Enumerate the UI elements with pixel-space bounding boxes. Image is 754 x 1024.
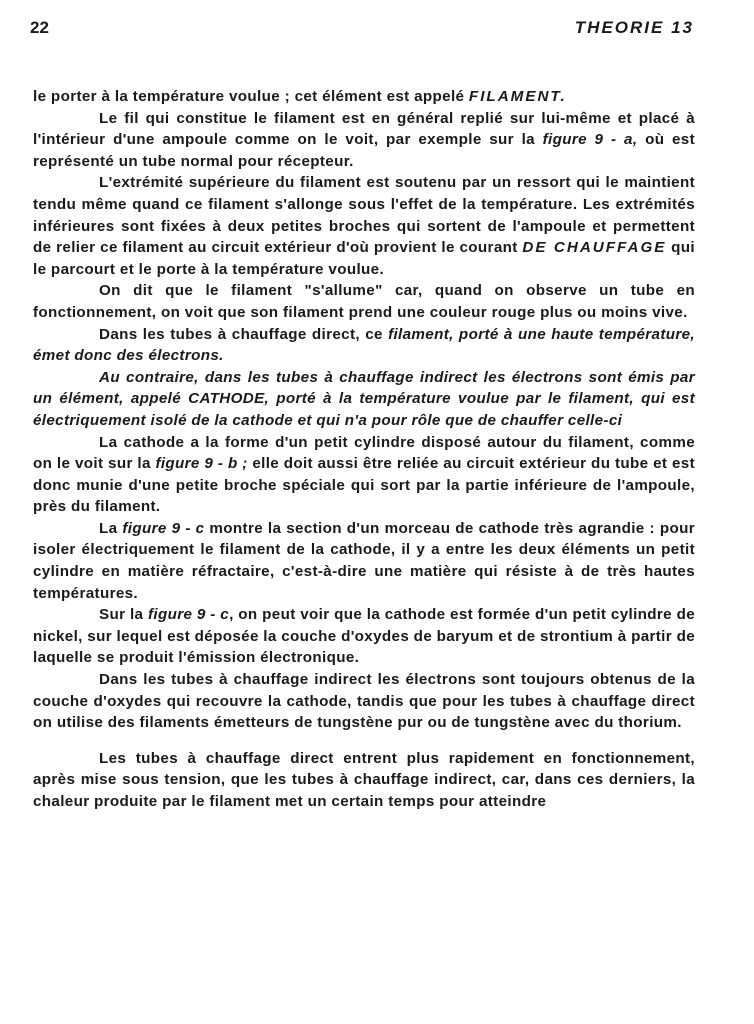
term-de-chauffage: DE CHAUFFAGE [522, 239, 667, 257]
paragraph-filament-spring: L'extrémité supérieure du filament est soutenu par un ressort qui le maintient tendu même quand ce filament s'allonge sous l'effet de la température. Les extrémités inférieures sont fixées à deux petites broches qui sortent de l'ampoule et permettent de relier ce filament au circuit extérieur d'où provient le courant DE CHAUFFAGE qui le parcourt et le porte à la température voulue. [33, 174, 695, 278]
page-number: 22 [30, 18, 49, 37]
term-filament: FILAMENT. [468, 88, 567, 105]
direct-heating-emphasis: filament, porté à une haute température, émet donc des électrons. [33, 325, 695, 365]
paragraph-cathode-shape: La cathode a la forme d'un petit cylindre disposé autour du filament, comme on le voit sur la figure 9 - b ; elle doit aussi être reliée au circuit extérieur du tube et est donc munie d'une petite broche spéciale qui sort par la partie inférieure de l'ampoule, près du filament. [33, 433, 695, 516]
figure-ref-9b: figure 9 - b ; [155, 455, 248, 473]
paragraph-direct-heating: Dans les tubes à chauffage direct, ce filament, porté à une haute température, émet donc des électrons. [33, 325, 695, 365]
paragraph-filament-intro: le porter à la température voulue ; cet élément est appelé FILAMENT. [33, 88, 567, 105]
paragraph-indirect-heating: Au contraire, dans les tubes à chauffage indirect les électrons sont émis par un élément, appelé CATHODE, porté à la température voulue par le filament, qui est électriquement isolé de la cathode et qui n'a pour rôle que de chauffer celle-ci [33, 368, 695, 429]
body-text [33, 86, 695, 813]
paragraph-filament-shape: Le fil qui constitue le filament est en général replié sur lui-même et placé à l'intérieur d'une ampoule comme on le voit, par exemple sur la figure 9 - a, où est représenté un tube normal pour récepteur. [33, 109, 695, 170]
section-title: THEORIE 13 [574, 18, 694, 37]
figure-ref-9a: figure 9 - a, [542, 131, 638, 149]
page-header [30, 18, 694, 42]
paragraph-cathode-section: La figure 9 - c montre la section d'un morceau de cathode très agrandie : pour isoler électriquement le filament de la cathode, il y a entre les deux éléments un petit cylindre en matière réfractaire, c'est-à-dire une matière qui résiste à de très hautes températures. [33, 519, 695, 602]
figure-ref-9c-second: figure 9 - c [147, 606, 230, 624]
paragraph-warmup-time: Les tubes à chauffage direct entrent plus rapidement en fonctionnement, après mise sous tension, que les tubes à chauffage indirect, car, dans ces derniers, la chaleur produite par le filament met un certain temps pour atteindre [33, 749, 695, 810]
figure-ref-9c: figure 9 - c [122, 519, 205, 537]
paragraph-cathode-nickel: Sur la figure 9 - c, on peut voir que la cathode est formée d'un petit cylindre de nickel, sur lequel est déposée la couche d'oxydes de baryum et de strontium à partir de laquelle se produit l'émission électronique. [33, 606, 696, 667]
paragraph-filament-glow: On dit que le filament "s'allume" car, quand on observe un tube en fonctionnement, on voit que son filament prend une couleur rouge plus ou moins vive. [33, 282, 695, 321]
paragraph-oxide-layer: Dans les tubes à chauffage indirect les électrons sont toujours obtenus de la couche d'oxydes qui recouvre la cathode, tandis que pour les tubes à chauffage direct on utilise des filaments émetteurs de tungstène pur ou de tungstène avec du thorium. [33, 671, 695, 732]
